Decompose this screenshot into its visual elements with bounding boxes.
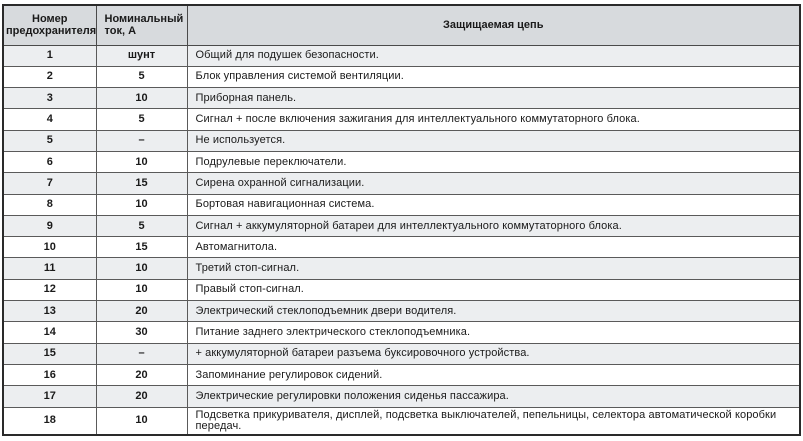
fuse-number-cell: 9 bbox=[3, 215, 96, 236]
table-row bbox=[3, 151, 800, 172]
table-row bbox=[3, 194, 800, 215]
fuse-number-cell: 14 bbox=[3, 322, 96, 343]
header-fuse-number: Номер предохранителя bbox=[3, 5, 96, 45]
table-row bbox=[3, 66, 800, 87]
rated-current-cell: 10 bbox=[96, 279, 187, 300]
protected-circuit-cell: Приборная панель. bbox=[187, 88, 800, 109]
fuse-number-cell: 7 bbox=[3, 173, 96, 194]
rated-current-cell: 20 bbox=[96, 364, 187, 385]
fuse-number-cell: 6 bbox=[3, 151, 96, 172]
rated-current-cell: 20 bbox=[96, 301, 187, 322]
rated-current-cell: 10 bbox=[96, 151, 187, 172]
protected-circuit-cell: Электрический стеклоподъемник двери водителя. bbox=[187, 301, 800, 322]
fuse-number-cell: 15 bbox=[3, 343, 96, 364]
table-row bbox=[3, 237, 800, 258]
rated-current-cell: 10 bbox=[96, 194, 187, 215]
fuse-number-cell: 13 bbox=[3, 301, 96, 322]
protected-circuit-cell: Подсветка прикуривателя, дисплей, подсветка выключателей, пепельницы, селектора автоматической коробки передач. bbox=[187, 407, 800, 435]
rated-current-cell: 5 bbox=[96, 66, 187, 87]
rated-current-cell: 30 bbox=[96, 322, 187, 343]
rated-current-cell: – bbox=[96, 343, 187, 364]
protected-circuit-cell: Запоминание регулировок сидений. bbox=[187, 364, 800, 385]
fuse-table bbox=[2, 4, 801, 436]
protected-circuit-cell: Автомагнитола. bbox=[187, 237, 800, 258]
rated-current-cell: 10 bbox=[96, 258, 187, 279]
header-rated-current: Номинальный ток, А bbox=[96, 5, 187, 45]
fuse-number-cell: 2 bbox=[3, 66, 96, 87]
fuse-number-cell: 17 bbox=[3, 386, 96, 407]
fuse-number-cell: 4 bbox=[3, 109, 96, 130]
rated-current-cell: 20 bbox=[96, 386, 187, 407]
table-row bbox=[3, 88, 800, 109]
rated-current-cell: 5 bbox=[96, 215, 187, 236]
rated-current-cell: – bbox=[96, 130, 187, 151]
fuse-number-cell: 1 bbox=[3, 45, 96, 66]
fuse-number-cell: 10 bbox=[3, 237, 96, 258]
protected-circuit-cell: Подрулевые переключатели. bbox=[187, 151, 800, 172]
protected-circuit-cell: Питание заднего электрического стеклоподъемника. bbox=[187, 322, 800, 343]
rated-current-cell: 10 bbox=[96, 88, 187, 109]
table-row bbox=[3, 258, 800, 279]
protected-circuit-cell: Блок управления системой вентиляции. bbox=[187, 66, 800, 87]
fuse-number-cell: 5 bbox=[3, 130, 96, 151]
table-row bbox=[3, 130, 800, 151]
table-row bbox=[3, 173, 800, 194]
header-protected-circuit: Защищаемая цепь bbox=[187, 5, 800, 45]
rated-current-cell: 5 bbox=[96, 109, 187, 130]
protected-circuit-cell: Третий стоп-сигнал. bbox=[187, 258, 800, 279]
table-row bbox=[3, 364, 800, 385]
table-row bbox=[3, 109, 800, 130]
table-row bbox=[3, 343, 800, 364]
table-row bbox=[3, 407, 800, 435]
fuse-number-cell: 16 bbox=[3, 364, 96, 385]
protected-circuit-cell: Правый стоп-сигнал. bbox=[187, 279, 800, 300]
rated-current-cell: 15 bbox=[96, 173, 187, 194]
protected-circuit-cell: Сигнал + после включения зажигания для интеллектуального коммутаторного блока. bbox=[187, 109, 800, 130]
table-row bbox=[3, 215, 800, 236]
table-row bbox=[3, 322, 800, 343]
fuse-number-cell: 3 bbox=[3, 88, 96, 109]
protected-circuit-cell: Бортовая навигационная система. bbox=[187, 194, 800, 215]
fuse-number-cell: 12 bbox=[3, 279, 96, 300]
fuse-number-cell: 18 bbox=[3, 407, 96, 435]
table-header-row bbox=[3, 5, 800, 45]
protected-circuit-cell: Общий для подушек безопасности. bbox=[187, 45, 800, 66]
rated-current-cell: 15 bbox=[96, 237, 187, 258]
table-row bbox=[3, 301, 800, 322]
protected-circuit-cell: Сирена охранной сигнализации. bbox=[187, 173, 800, 194]
table-row bbox=[3, 45, 800, 66]
rated-current-cell: шунт bbox=[96, 45, 187, 66]
protected-circuit-cell: Не используется. bbox=[187, 130, 800, 151]
protected-circuit-cell: + аккумуляторной батареи разъема буксировочного устройства. bbox=[187, 343, 800, 364]
table-row bbox=[3, 386, 800, 407]
rated-current-cell: 10 bbox=[96, 407, 187, 435]
fuse-number-cell: 11 bbox=[3, 258, 96, 279]
fuse-number-cell: 8 bbox=[3, 194, 96, 215]
protected-circuit-cell: Электрические регулировки положения сиденья пассажира. bbox=[187, 386, 800, 407]
table-row bbox=[3, 279, 800, 300]
protected-circuit-cell: Сигнал + аккумуляторной батареи для интеллектуального коммутаторного блока. bbox=[187, 215, 800, 236]
